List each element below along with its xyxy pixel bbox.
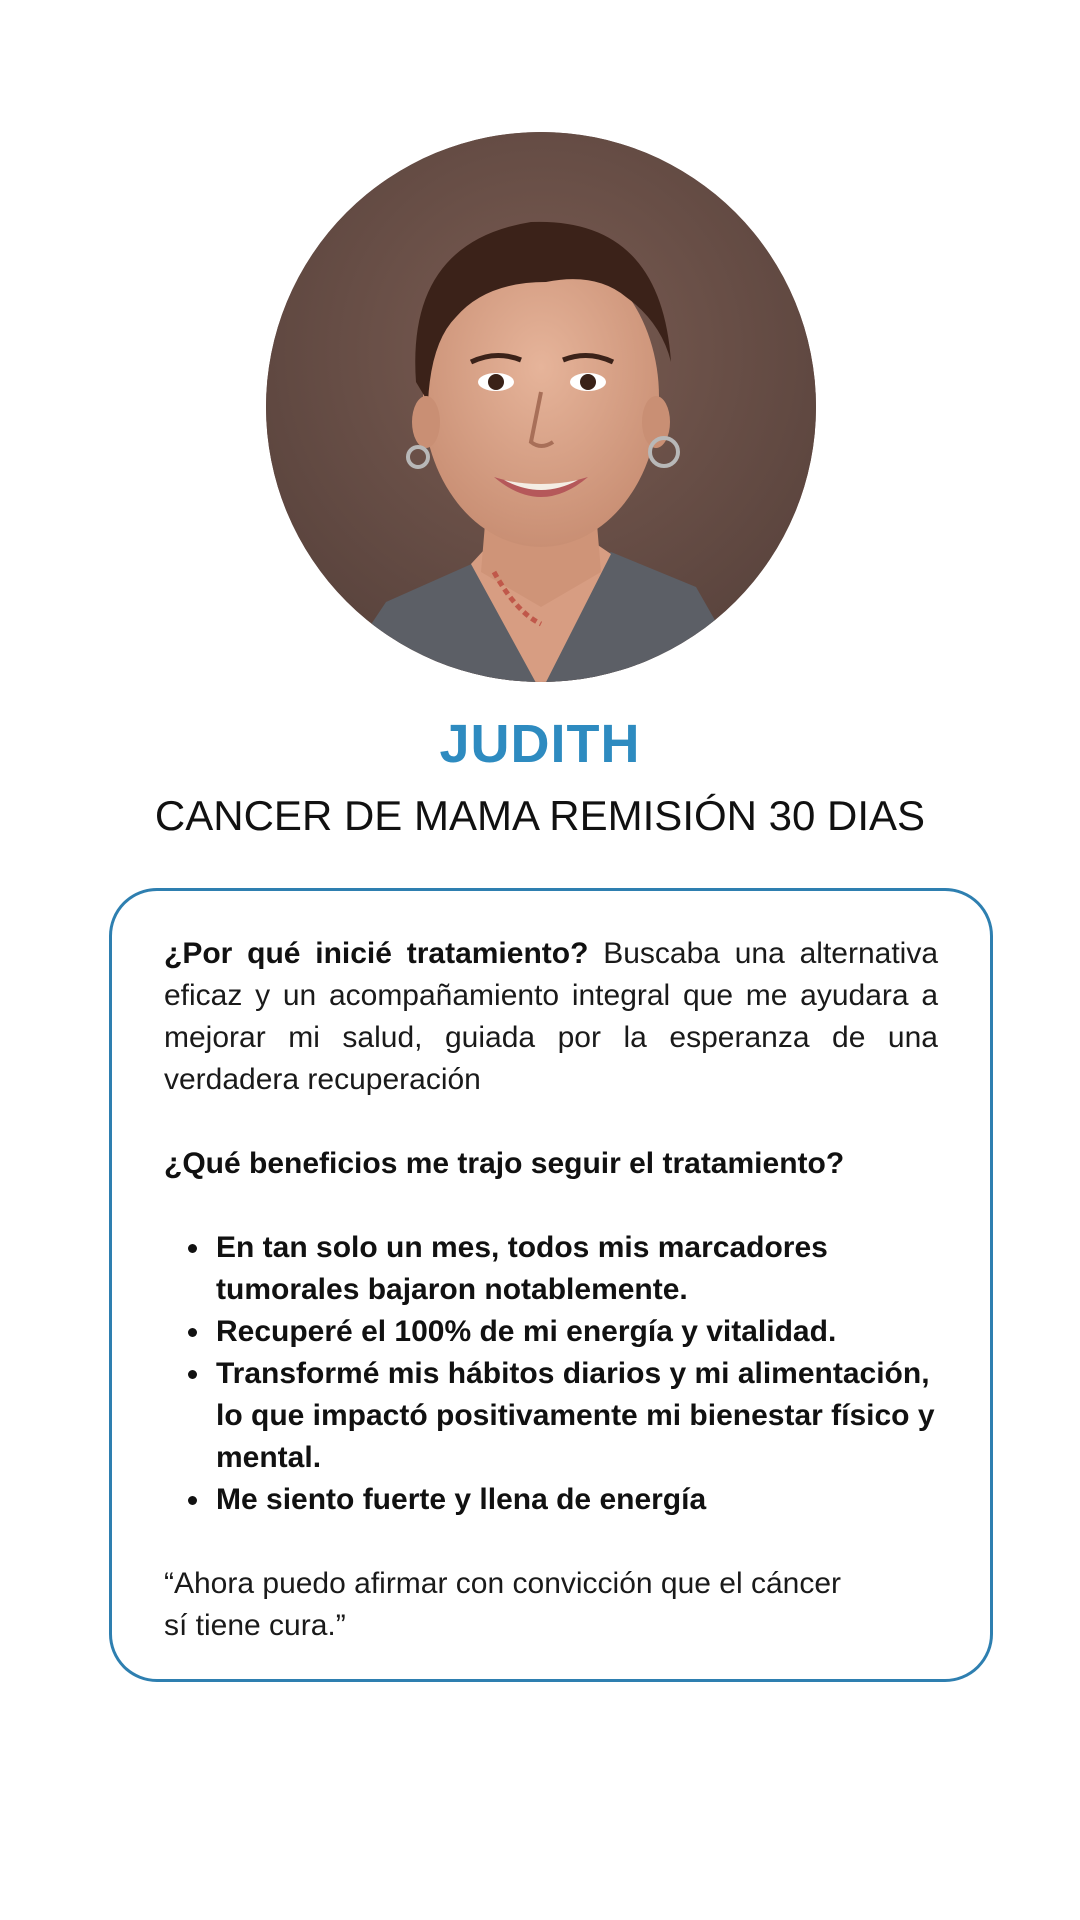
- bullet-icon: [188, 1496, 197, 1505]
- person-name: JUDITH: [439, 714, 641, 774]
- benefits-list: [164, 1227, 938, 1521]
- benefits-heading: ¿Qué beneficios me trajo seguir el tratamiento?: [164, 1147, 845, 1180]
- benefit-item: [216, 1227, 938, 1311]
- bullet-icon: [188, 1244, 197, 1253]
- benefit-text: Recuperé el 100% de mi energía y vitalidad.: [216, 1315, 837, 1348]
- benefit-item: [216, 1479, 938, 1521]
- bullet-icon: [188, 1328, 197, 1337]
- benefit-item: [216, 1311, 938, 1353]
- testimonial-quote: “Ahora puedo afirmar con convicción que el cáncer sí tiene cura.”: [164, 1567, 842, 1642]
- benefit-item: [216, 1353, 938, 1479]
- why-answer: Buscaba una alternativa eficaz y un acompañamiento integral que me ayudara a mejorar mi salud, guiada por la esperanza de una verdadera recuperación: [164, 937, 939, 1096]
- diagnosis-subtitle: CANCER DE MAMA REMISIÓN 30 DIAS: [154, 792, 926, 839]
- benefit-text: En tan solo un mes, todos mis marcadores tumorales bajaron notablemente.: [216, 1231, 828, 1306]
- portrait-illustration: [266, 132, 816, 682]
- bullet-icon: [188, 1370, 197, 1379]
- benefit-text: Transformé mis hábitos diarios y mi alimentación, lo que impactó positivamente mi bienestar físico y mental.: [216, 1357, 935, 1474]
- benefit-text: Me siento fuerte y llena de energía: [216, 1483, 707, 1516]
- profile-photo: [266, 132, 816, 682]
- why-question: ¿Por qué inicié tratamiento?: [164, 937, 589, 970]
- testimonial-card: [109, 888, 993, 1682]
- why-paragraph: [164, 933, 938, 1101]
